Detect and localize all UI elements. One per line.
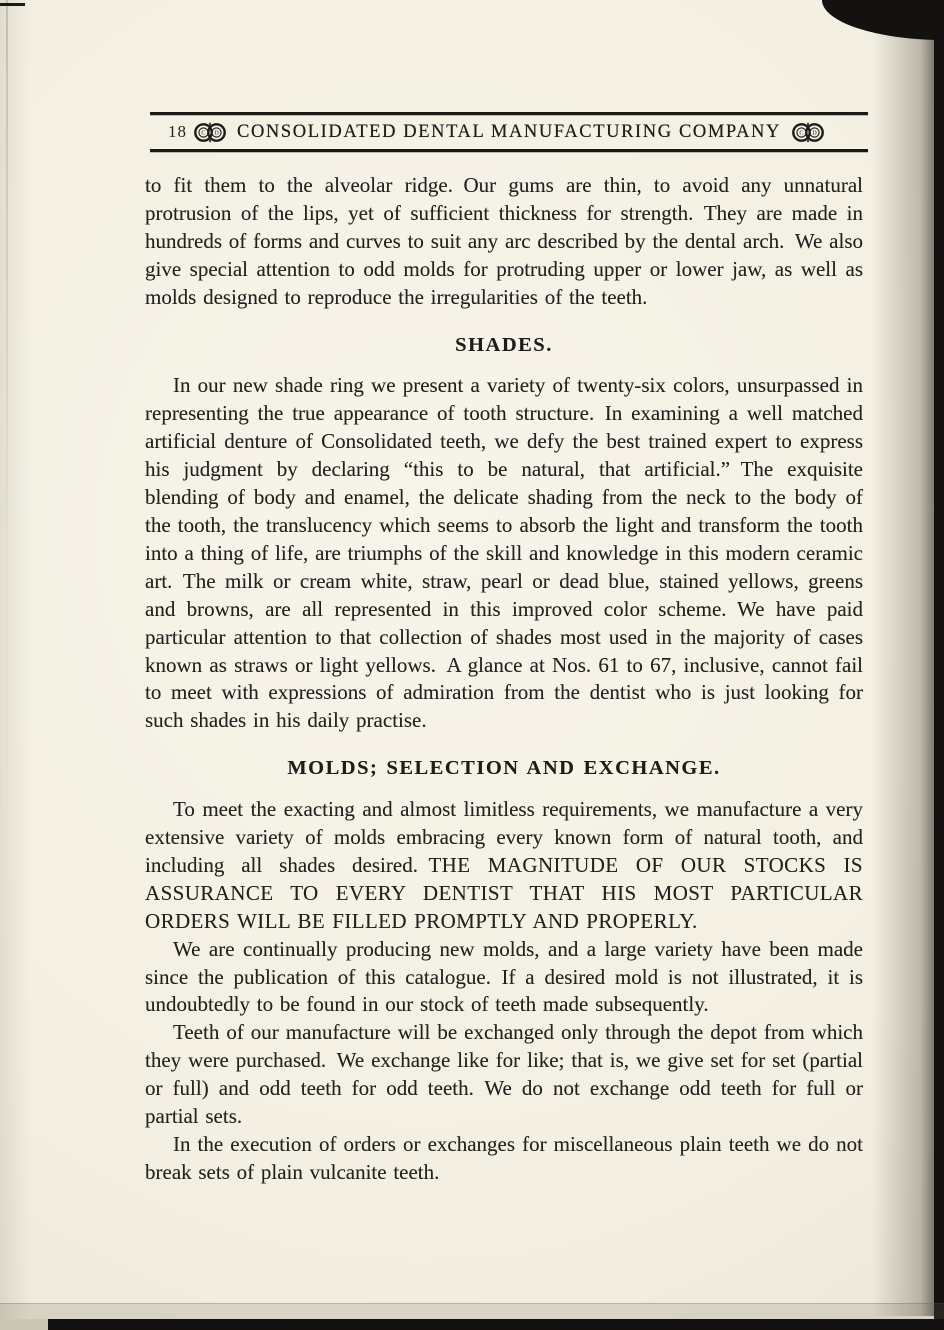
left-crease xyxy=(6,0,8,1330)
left-edge-shadow xyxy=(0,0,30,1330)
paragraph-molds-intro-text: To meet the exacting and almost limitless requirements, we manufacture a very extensive variety of molds embracing every known form of natural tooth, and including all shades desired. xyxy=(145,797,863,877)
paragraph-molds-caps-text: THE MAGNITUDE OF OUR STOCKS IS ASSURANCE TO EVERY DENTIST THAT HIS MOST PARTICULAR ORDERS WILL BE FILLED PROMPTLY AND PROPERLY. xyxy=(145,852,864,933)
section-heading-molds: MOLDS; SELECTION AND EXCHANGE. xyxy=(287,757,721,780)
company-name: CONSOLIDATED DENTAL MANUFACTURING COMPANY xyxy=(237,121,781,142)
svg-text:C: C xyxy=(799,129,804,137)
page-edge-band-bottom xyxy=(0,1303,944,1320)
svg-text:D: D xyxy=(214,129,219,137)
scan-corner-bottom-left xyxy=(0,1319,48,1330)
scan-edge-bottom xyxy=(48,1319,944,1330)
page-body xyxy=(145,172,863,1187)
company-monogram-icon xyxy=(193,122,227,143)
running-head xyxy=(150,112,868,152)
paragraph-gums-continuation: to fit them to the alveolar ridge. Our gums are thin, to avoid any unnatural protrusion of the lips, yet of sufficient thickness for strength. They are made in hundreds of forms and curves to suit any arc described by the dental arch. We also give special attention to odd molds for protruding upper or lower jaw, as well as molds designed to reproduce the irregularities of the teeth. xyxy=(145,173,863,309)
paragraph-exchange-policy: Teeth of our manufacture will be exchanged only through the depot from which they were purchased. We exchange like for like; that is, we give set for set (partial or full) and odd teeth for odd teeth. We do not exchange odd teeth for full or partial sets. xyxy=(145,1020,863,1129)
svg-text:D: D xyxy=(812,129,817,137)
right-page-curve-shadow xyxy=(872,0,934,1316)
paragraph-shades: In our new shade ring we present a variety of twenty-six colors, unsurpassed in representing the true appearance of tooth structure. In examining a well matched artificial denture of Consolidated teeth, we defy the best trained expert to express his judgment by declaring “this to be natural, that artificial.” The exquisite blending of body and enamel, the delicate shading from the neck to the body of the tooth, the translucency which seems to absorb the light and transform the tooth into a thing of life, are triumphs of the skill and knowledge in this modern ceramic art. The milk or cream white, straw, pearl or dead blue, stained yellows, greens and browns, are all represented in this improved color scheme. We have paid particular attention to that collection of shades most used in the majority of cases known as straws or light yellows. A glance at Nos. 61 to 67, inclusive, cannot fail to meet with expressions of admiration from the dentist who is just looking for such shades in his daily practise. xyxy=(145,373,863,733)
section-heading-shades: SHADES. xyxy=(455,333,553,356)
paragraph-molds-magnitude xyxy=(145,796,863,936)
page-number: 18 xyxy=(168,122,187,141)
scan-edge-right xyxy=(934,26,944,1322)
paragraph-miscellaneous-teeth: In the execution of orders or exchanges for miscellaneous plain teeth we do not break sets of plain vulcanite teeth. xyxy=(145,1132,863,1184)
svg-text:C: C xyxy=(201,129,206,137)
scan-mark-top-left xyxy=(0,3,25,6)
paragraph-new-molds: We are continually producing new molds, and a large variety have been made since the publication of this catalogue. If a desired mold is not illustrated, it is undoubtedly to be found in our stock of teeth made subsequently. xyxy=(145,936,863,1017)
header-rule-bottom xyxy=(150,149,868,152)
company-monogram-icon xyxy=(791,122,825,143)
